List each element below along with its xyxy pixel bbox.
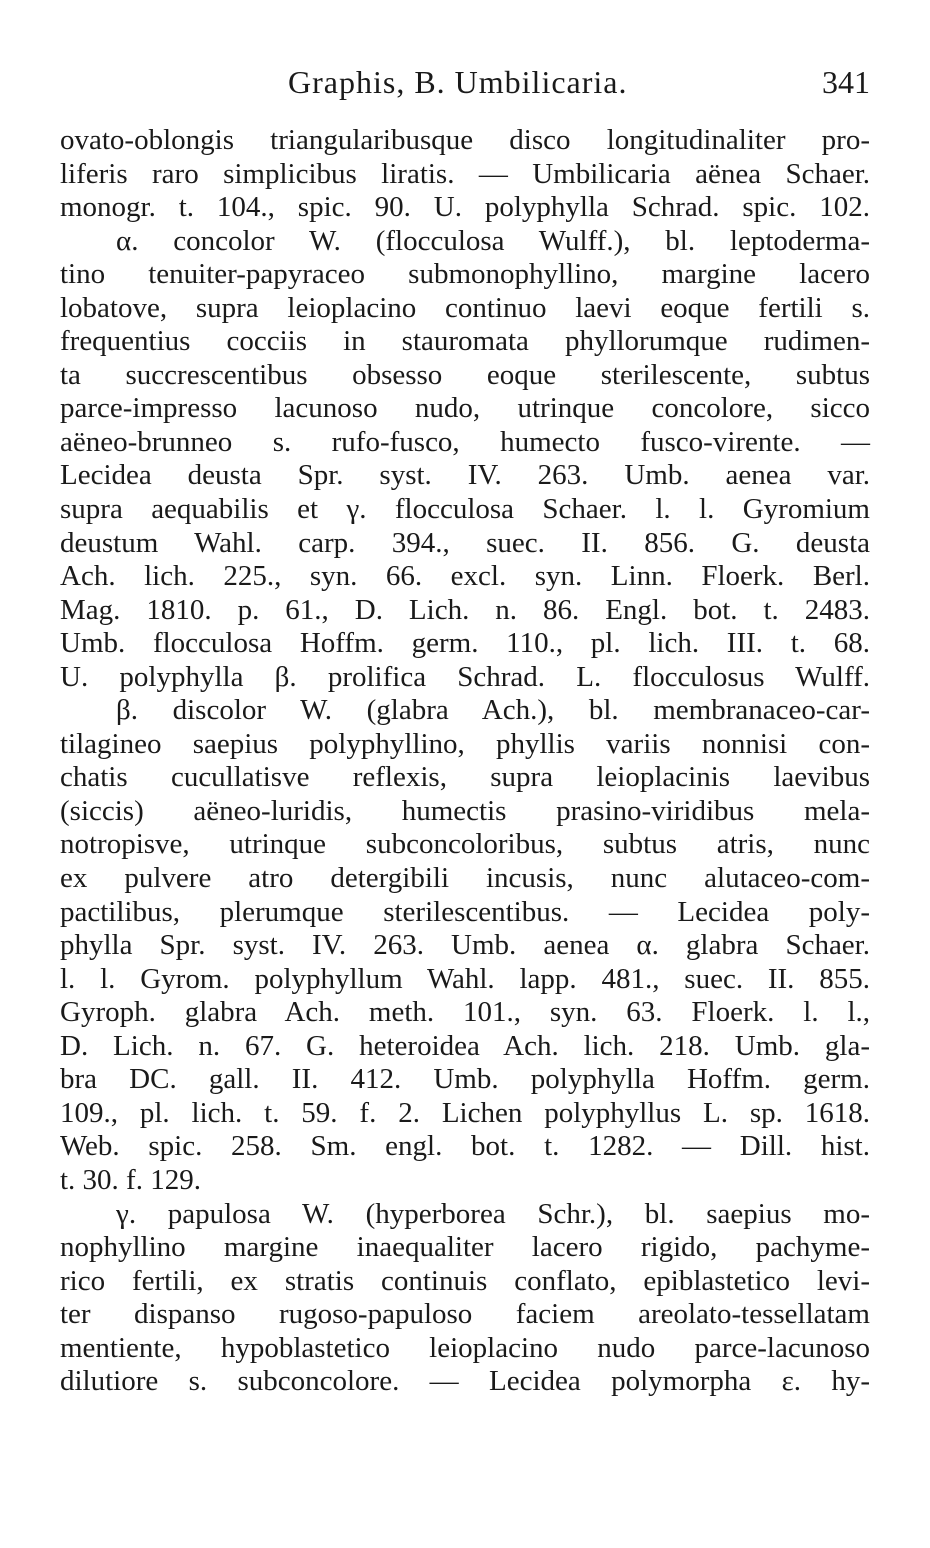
text-line: deustum Wahl. carp. 394., suec. II. 856. G. deusta — [60, 526, 870, 559]
text-line: notropisve, utrinque subconcoloribus, subtus atris, nunc — [60, 828, 870, 861]
text-line: frequentius cocciis in stauromata phyllorumque rudimen- — [60, 325, 870, 358]
text-line: mentiente, hypoblastetico leioplacino nudo parce-lacunoso — [60, 1331, 870, 1364]
text-line: aëneo-brunneo s. rufo-fusco, humecto fusco-virente. — — [60, 425, 870, 458]
text-line: supra aequabilis et γ. flocculosa Schaer. l. l. Gyromium — [60, 493, 870, 526]
text-line: Mag. 1810. p. 61., D. Lich. n. 86. Engl. bot. t. 2483. — [60, 593, 870, 626]
text-line: l. l. Gyrom. polyphyllum Wahl. lapp. 481., suec. II. 855. — [60, 962, 870, 995]
text-line: parce-impresso lacunoso nudo, utrinque concolore, sicco — [60, 392, 870, 425]
text-line: γ. papulosa W. (hyperborea Schr.), bl. saepius mo- — [116, 1197, 870, 1230]
text-line: Gyroph. glabra Ach. meth. 101., syn. 63. Floerk. l. l., — [60, 996, 870, 1029]
text-line: ovato-oblongis triangularibusque disco longitudinaliter pro- — [60, 124, 870, 156]
page-header — [60, 64, 870, 108]
page-number: 341 — [822, 64, 870, 100]
text-line: pactilibus, plerumque sterilescentibus. — Lecidea poly- — [60, 895, 870, 928]
body-text — [60, 124, 870, 1399]
text-line: β. discolor W. (glabra Ach.), bl. membranaceo-car- — [116, 694, 870, 727]
text-line: Lecidea deusta Spr. syst. IV. 263. Umb. aenea var. — [60, 459, 870, 492]
text-line: D. Lich. n. 67. G. heteroidea Ach. lich. 218. Umb. gla- — [60, 1029, 870, 1062]
text-line: 109., pl. lich. t. 59. f. 2. Lichen polyphyllus L. sp. 1618. — [60, 1096, 870, 1129]
text-line: chatis cucullatisve reflexis, supra leioplacinis laevibus — [60, 761, 870, 794]
text-line: tilagineo saepius polyphyllino, phyllis variis nonnisi con- — [60, 727, 870, 760]
text-line: tino tenuiter-papyraceo submonophyllino, margine lacero — [60, 258, 870, 291]
text-line: dilutiore s. subconcolore. — Lecidea polymorpha ε. hy- — [60, 1365, 870, 1398]
text-line: (siccis) aëneo-luridis, humectis prasino-viridibus mela- — [60, 794, 870, 827]
text-line: Umb. flocculosa Hoffm. germ. 110., pl. lich. III. t. 68. — [60, 627, 870, 660]
text-line: nophyllino margine inaequaliter lacero rigido, pachyme- — [60, 1231, 870, 1264]
text-line: rico fertili, ex stratis continuis conflato, epiblastetico levi- — [60, 1264, 870, 1297]
text-line: t. 30. f. 129. — [60, 1163, 201, 1196]
text-line: monogr. t. 104., spic. 90. U. polyphylla Schrad. spic. 102. — [60, 191, 870, 224]
text-line: lobatove, supra leioplacino continuo laevi eoque fertili s. — [60, 291, 870, 324]
text-line: phylla Spr. syst. IV. 263. Umb. aenea α. glabra Schaer. — [60, 929, 870, 962]
text-line: ter dispanso rugoso-papuloso faciem areolato-tessellatam — [60, 1298, 870, 1331]
text-line: Web. spic. 258. Sm. engl. bot. t. 1282. — Dill. hist. — [60, 1130, 870, 1163]
text-line: ta succrescentibus obsesso eoque sterilescente, subtus — [60, 358, 870, 391]
text-line: Ach. lich. 225., syn. 66. excl. syn. Linn. Floerk. Berl. — [60, 560, 870, 593]
text-line: U. polyphylla β. prolifica Schrad. L. flocculosus Wulff. — [60, 660, 870, 693]
running-head: Graphis, B. Umbilicaria. — [288, 64, 628, 100]
text-line: bra DC. gall. II. 412. Umb. polyphylla Hoffm. germ. — [60, 1063, 870, 1096]
text-line: ex pulvere atro detergibili incusis, nunc alutaceo-com- — [60, 862, 870, 895]
text-line: liferis raro simplicibus liratis. — Umbilicaria aënea Schaer. — [60, 157, 870, 190]
text-line: α. concolor W. (flocculosa Wulff.), bl. leptoderma- — [116, 224, 870, 257]
